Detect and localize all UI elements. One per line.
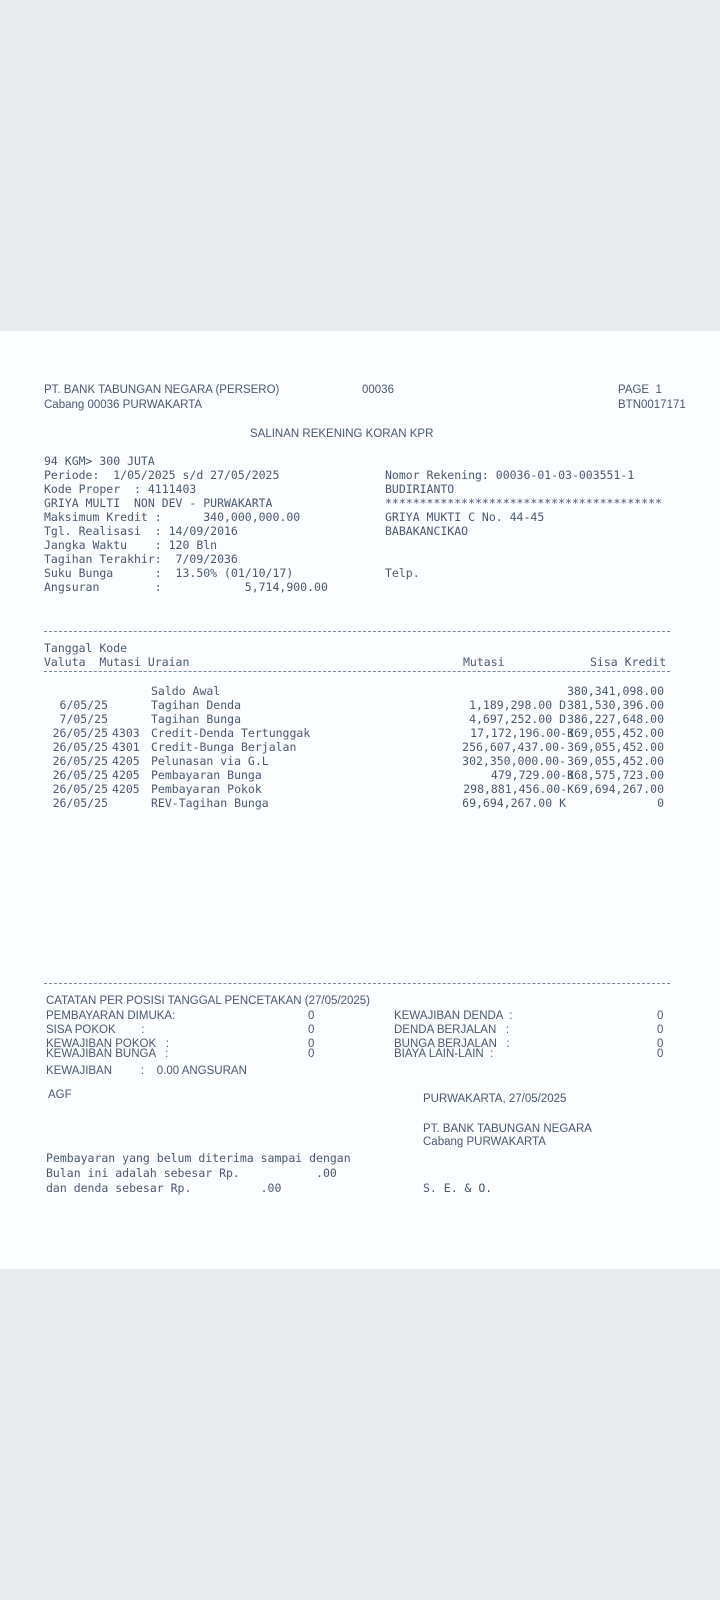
cell-mutasi: 256,607,437.00-	[462, 740, 566, 754]
table-row	[44, 684, 674, 698]
info-line: Periode: 1/05/2025 s/d 27/05/2025	[44, 468, 280, 482]
cell-mutasi: 479,729.00-K	[490, 768, 574, 782]
divider	[44, 671, 670, 672]
table-row	[44, 782, 674, 796]
cell-description: REV-Tagihan Bunga	[151, 796, 269, 810]
table-row	[44, 712, 674, 726]
divider	[44, 631, 670, 632]
cell-date: 26/05/25	[52, 796, 108, 810]
cell-sisa-kredit: 0	[657, 796, 664, 810]
cell-description: Saldo Awal	[151, 684, 221, 698]
info-line: Jangka Waktu : 120 Bln	[44, 538, 218, 552]
divider	[44, 983, 670, 984]
cell-date: 7/05/25	[59, 712, 108, 726]
note-line: Bulan ini adalah sebesar Rp. .00	[46, 1166, 337, 1180]
table-row	[44, 726, 674, 740]
cell-sisa-kredit: 369,055,452.00	[567, 740, 664, 754]
cell-description: Pelunasan via G.L	[151, 754, 269, 768]
cell-code: 4205	[112, 768, 140, 782]
cell-sisa-kredit: 386,227,648.00	[567, 712, 664, 726]
info-line: Tagihan Terakhir: 7/09/2036	[44, 552, 238, 566]
bank-name: PT. BANK TABUNGAN NEGARA (PERSERO)	[44, 384, 280, 396]
cell-mutasi: 17,172,196.00-K	[470, 726, 574, 740]
catatan-value: 0	[657, 1010, 664, 1022]
catatan-label: KEWAJIBAN POKOK :	[46, 1038, 169, 1050]
page-number: PAGE 1	[618, 384, 662, 396]
address-line-1: GRIYA MUKTI C No. 44-45	[385, 510, 545, 524]
cell-date: 26/05/25	[52, 782, 108, 796]
note-line: dan denda sebesar Rp. .00	[46, 1181, 282, 1195]
cell-date: 26/05/25	[52, 740, 108, 754]
cell-description: Pembayaran Bunga	[151, 768, 262, 782]
kewajiban-angsuran: KEWAJIBAN : 0.00 ANGSURAN	[46, 1065, 247, 1077]
catatan-label: SISA POKOK :	[46, 1024, 145, 1036]
phone-label: Telp.	[385, 566, 420, 580]
table-row	[44, 754, 674, 768]
info-line: Tgl. Realisasi : 14/09/2016	[44, 524, 238, 538]
cell-date: 26/05/25	[52, 726, 108, 740]
account-number: Nomor Rekening: 00036-01-03-003551-1	[385, 468, 635, 482]
catatan-label: BIAYA LAIN-LAIN :	[394, 1048, 494, 1060]
statement-sheet	[0, 331, 720, 1269]
cell-mutasi: 69,694,267.00 K	[462, 796, 566, 810]
cell-description: Tagihan Bunga	[151, 712, 242, 726]
cell-sisa-kredit: 369,055,452.00	[567, 754, 664, 768]
info-line: GRIYA MULTI NON DEV - PURWAKARTA	[44, 496, 273, 510]
cell-description: Credit-Denda Tertunggak	[151, 726, 311, 740]
cell-sisa-kredit: 69,694,267.00	[573, 782, 664, 796]
catatan-label: KEWAJIBAN DENDA :	[394, 1010, 513, 1022]
table-header-mutasi: Mutasi	[463, 655, 505, 669]
catatan-label: BUNGA BERJALAN :	[394, 1038, 510, 1050]
table-header-sisa-kredit: Sisa Kredit	[590, 655, 667, 669]
cell-sisa-kredit: 381,530,396.00	[567, 698, 664, 712]
table-header-line1: Tanggal Kode	[44, 641, 128, 655]
table-header-line2: Valuta Mutasi Uraian	[44, 655, 190, 669]
cell-mutasi: 298,881,456.00-K	[463, 782, 574, 796]
table-row	[44, 796, 674, 810]
branch-name: Cabang 00036 PURWAKARTA	[44, 399, 203, 411]
table-row	[44, 698, 674, 712]
cell-sisa-kredit: 369,055,452.00	[567, 726, 664, 740]
cell-date: 26/05/25	[52, 754, 108, 768]
table-row	[44, 768, 674, 782]
customer-name: BUDIRIANTO	[385, 482, 455, 496]
masked-line: ****************************************	[385, 496, 662, 510]
table-row	[44, 740, 674, 754]
catatan-value: 0	[308, 1038, 315, 1050]
cell-mutasi: 302,350,000.00-	[462, 754, 566, 768]
cell-mutasi: 4,697,252.00 D	[469, 712, 566, 726]
catatan-value: 0	[308, 1010, 315, 1022]
info-line: 94 KGM> 300 JUTA	[44, 454, 155, 468]
cell-code: 4205	[112, 754, 140, 768]
catatan-label: KEWAJIBAN BUNGA :	[46, 1048, 169, 1060]
cell-date: 6/05/25	[59, 698, 108, 712]
address-line-2: BABAKANCIKAO	[385, 524, 469, 538]
info-line: Angsuran : 5,714,900.00	[44, 580, 328, 594]
catatan-label: PEMBAYARAN DIMUKA:	[46, 1010, 176, 1022]
cell-description: Credit-Bunga Berjalan	[151, 740, 297, 754]
cell-code: 4303	[112, 726, 140, 740]
catatan-value: 0	[308, 1048, 315, 1060]
catatan-value: 0	[657, 1038, 664, 1050]
info-line: Kode Proper : 4111403	[44, 482, 197, 496]
info-line: Maksimum Kredit : 340,000,000.00	[44, 510, 301, 524]
note-line: Pembayaran yang belum diterima sampai dengan	[46, 1151, 351, 1165]
footer-branch: Cabang PURWAKARTA	[423, 1136, 546, 1148]
agf-label: AGF	[48, 1089, 72, 1101]
cell-code: 4301	[112, 740, 140, 754]
catatan-value: 0	[657, 1048, 664, 1060]
cell-code: 4205	[112, 782, 140, 796]
page-title: SALINAN REKENING KORAN KPR	[250, 428, 434, 440]
cell-sisa-kredit: 368,575,723.00	[567, 768, 664, 782]
catatan-label: DENDA BERJALAN :	[394, 1024, 510, 1036]
place-date: PURWAKARTA, 27/05/2025	[423, 1093, 567, 1105]
cell-description: Pembayaran Pokok	[151, 782, 262, 796]
catatan-title: CATATAN PER POSISI TANGGAL PENCETAKAN (27/05/2025)	[46, 995, 371, 1007]
footer-bank: PT. BANK TABUNGAN NEGARA	[423, 1123, 592, 1135]
document-id: BTN0017171	[618, 399, 686, 411]
catatan-value: 0	[308, 1024, 315, 1036]
seo-mark: S. E. & O.	[423, 1181, 493, 1195]
cell-description: Tagihan Denda	[151, 698, 242, 712]
catatan-value: 0	[657, 1024, 664, 1036]
cell-mutasi: 1,189,298.00 D	[469, 698, 566, 712]
cell-date: 26/05/25	[52, 768, 108, 782]
branch-code: 00036	[362, 384, 394, 396]
info-line: Suku Bunga : 13.50% (01/10/17)	[44, 566, 294, 580]
cell-sisa-kredit: 380,341,098.00	[567, 684, 664, 698]
